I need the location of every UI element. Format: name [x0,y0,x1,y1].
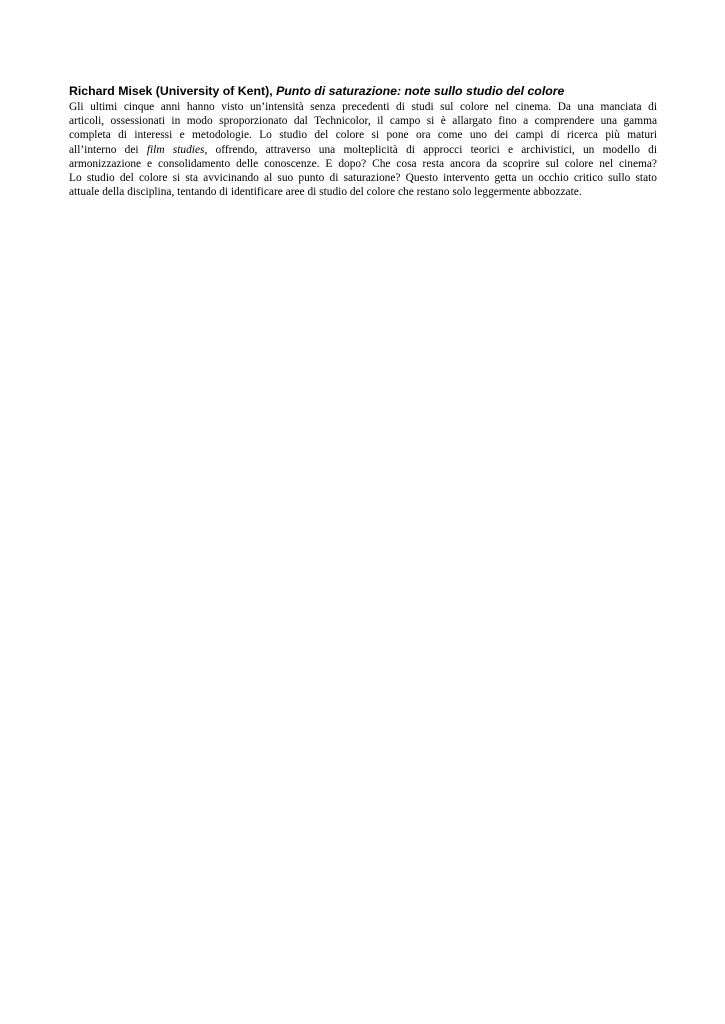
abstract-text: attuale della disciplina, tentando di identificare aree di studio del colore che restano solo leggermente abbozzate. [69,186,582,199]
abstract-line [69,128,657,142]
film-studies-emphasis: film studies [146,143,205,156]
abstract-text: articoli, ossessionati in modo sproporzionato dal Technicolor, il campo si è allargato fino a comprendere una gamma [69,115,657,128]
abstract-line [69,143,657,157]
abstract-text: Gli ultimi cinque anni hanno visto un’intensità senza precedenti di studi sul colore nel cinema. Da una manciata di [69,101,657,113]
abstract-line [69,114,657,128]
abstract-heading [69,84,657,99]
abstract-text: completa di interessi e metodologie. Lo studio del colore si pone ora come uno dei campi di ricerca più maturi [69,129,657,142]
abstract-text: all’interno dei [69,143,147,156]
abstract-line [69,171,657,185]
document-page [69,84,657,199]
abstract-line [69,157,657,171]
abstract-line [69,100,657,114]
abstract-text: , offrendo, attraverso una molteplicità di approcci teorici e archivistici, un modello di [204,143,657,156]
paper-title: Punto di saturazione: note sullo studio del colore [276,84,565,98]
abstract-body [69,100,657,199]
abstract-line [69,185,657,199]
abstract-text: armonizzazione e consolidamento delle conoscenze. E dopo? Che cosa resta ancora da scoprire sul colore nel cinema? [69,157,657,170]
author-affiliation: Richard Misek (University of Kent), [69,84,273,98]
abstract-text: Lo studio del colore si sta avvicinando al suo punto di saturazione? Questo intervento getta un occhio critico sullo stato [69,172,657,185]
